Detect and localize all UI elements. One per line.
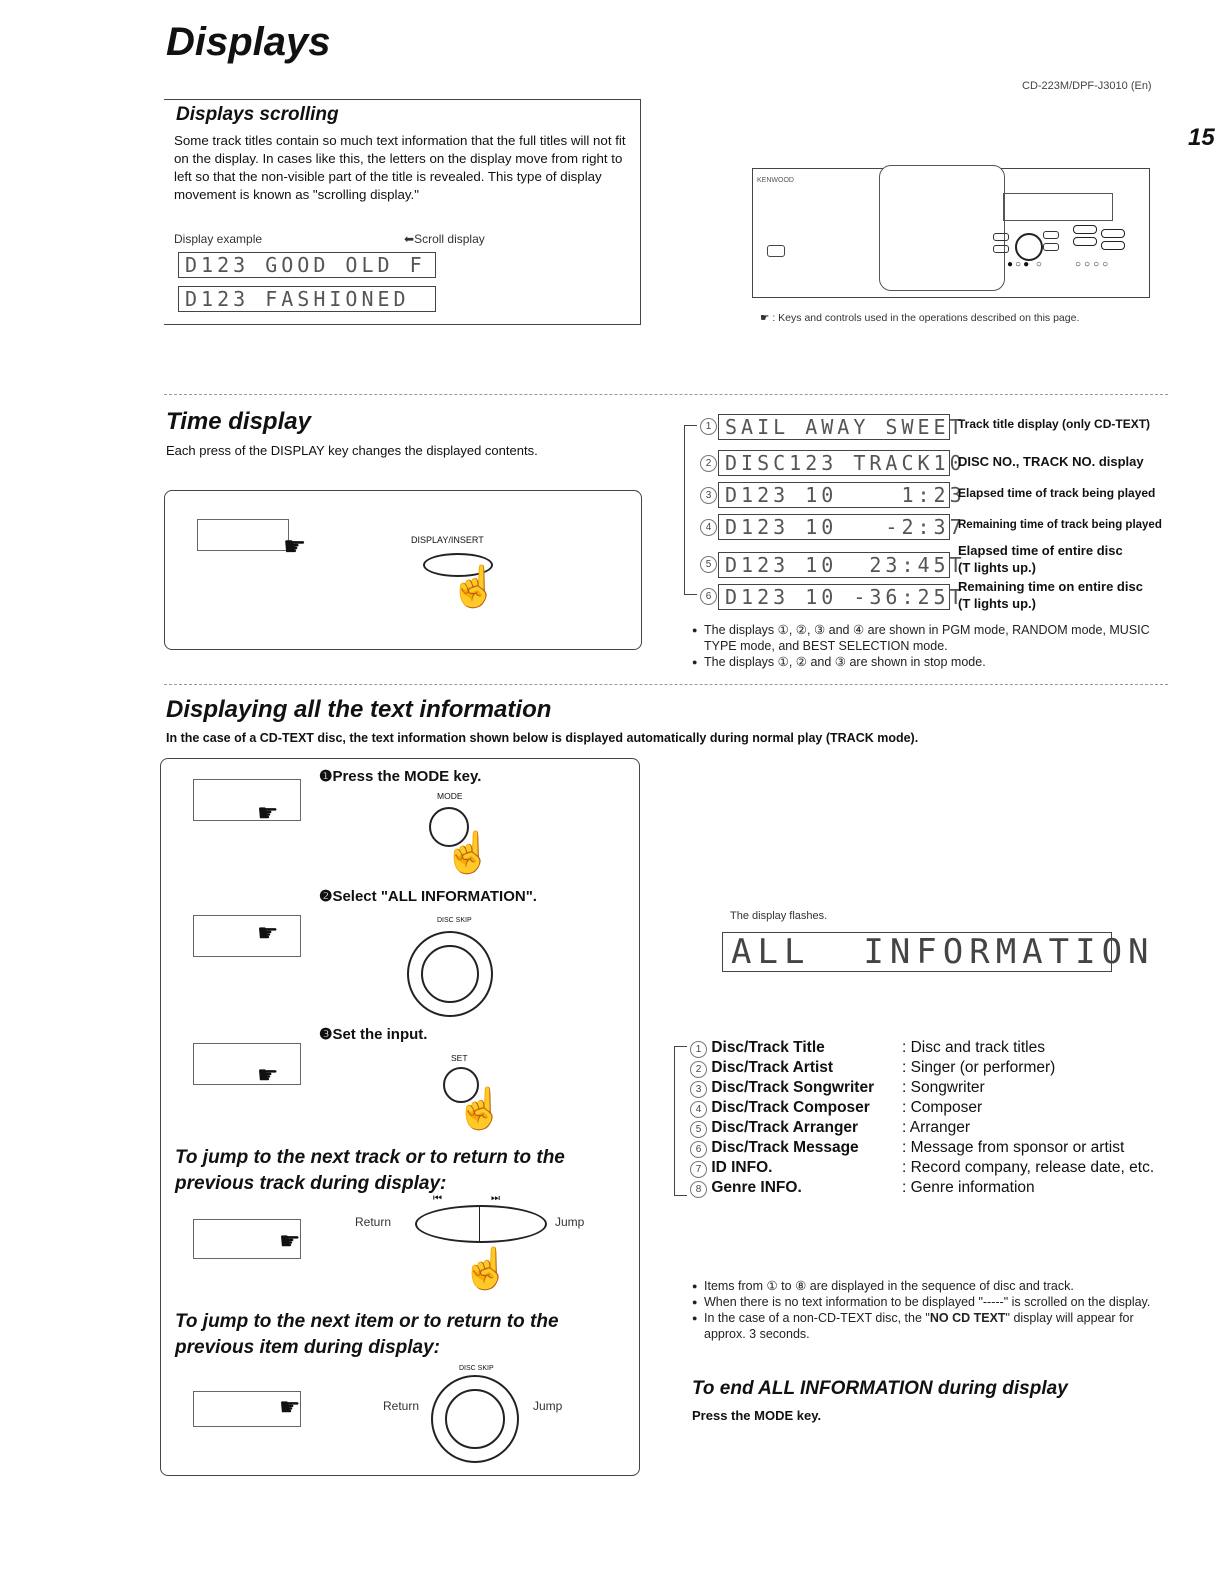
display-key[interactable]: [1073, 237, 1097, 246]
item-lcd: SAIL AWAY SWEET: [718, 414, 950, 440]
pointing-hand-icon: ☛: [279, 1228, 301, 1255]
all-info-intro: In the case of a CD-TEXT disc, the text information shown below is displayed automatically during normal play (TRACK mode).: [166, 731, 919, 745]
info-item: [690, 1138, 1180, 1158]
item-name: Genre INFO.: [711, 1179, 802, 1196]
note: ● The displays ①, ②, ③ and ④ are shown in PGM mode, RANDOM mode, MUSIC TYPE mode, and BEST SELECTION mode.: [692, 622, 1168, 654]
display-key-panel: [164, 490, 642, 650]
jump-label: Jump: [555, 1215, 585, 1229]
key[interactable]: [1043, 243, 1059, 251]
step3-instruction: ❸Set the input.: [319, 1026, 428, 1043]
step-number-2-icon: ❷: [319, 888, 333, 905]
item-number: 1: [690, 1041, 707, 1058]
item-desc: DISC NO., TRACK NO. display: [958, 454, 1144, 469]
skip-previous-icon: ⏮: [433, 1193, 445, 1204]
disc-skip-knob[interactable]: [407, 931, 493, 1017]
mini-display: [197, 519, 289, 551]
all-information-lcd: ALL INFORMATION: [722, 932, 1112, 972]
mini-display: [193, 779, 301, 821]
mode-key-label: MODE: [437, 791, 463, 801]
flash-label: The display flashes.: [730, 910, 828, 922]
all-info-notes: [692, 1278, 1168, 1342]
item-desc: Remaining time on entire disc (T lights up.): [958, 579, 1143, 611]
pressing-hand-icon: ☝: [443, 831, 493, 875]
scrolling-heading: Displays scrolling: [176, 104, 339, 125]
small-buttons: ○○○○: [1075, 259, 1112, 270]
time-item: [694, 579, 1174, 618]
pressing-hand-icon: ☝: [455, 1087, 505, 1131]
display-example-label: Display example: [174, 232, 263, 246]
disc-skip-knob[interactable]: [1015, 233, 1043, 261]
pointing-hand-icon: ☛: [257, 1062, 279, 1089]
key[interactable]: [1101, 241, 1125, 250]
brand-logo: KENWOOD: [757, 177, 794, 184]
item-lcd: D123 10 1:23: [718, 482, 950, 508]
item-lcd: D123 10 -36:25T: [718, 584, 950, 610]
time-item: [694, 543, 1174, 582]
small-buttons: ●○● ○: [1007, 259, 1044, 270]
jump-label: Jump: [533, 1399, 563, 1413]
item-number: 2: [690, 1061, 707, 1078]
display-insert-label: DISPLAY/INSERT: [411, 535, 484, 545]
item-number: 8: [690, 1181, 707, 1198]
model-number: CD-223M/DPF-J3010 (En): [1022, 80, 1152, 92]
skip-keys[interactable]: [415, 1205, 547, 1243]
return-label: Return: [383, 1399, 420, 1413]
item-number: 6: [690, 1141, 707, 1158]
item-desc: Elapsed time of track being played: [958, 486, 1156, 500]
skip-key-divider: [479, 1207, 480, 1241]
note: ● When there is no text information to be displayed "-----" is scrolled on the display.: [692, 1294, 1168, 1310]
end-heading: To end ALL INFORMATION during display: [692, 1378, 1068, 1399]
pressing-hand-icon: ☝: [461, 1247, 511, 1291]
note: ● The displays ①, ② and ③ are shown in stop mode.: [692, 654, 1168, 670]
item-desc: Track title display (only CD-TEXT): [958, 417, 1151, 431]
note: ● In the case of a non-CD-TEXT disc, the "NO CD TEXT" display will appear for approx. 3 seconds.: [692, 1310, 1168, 1342]
time-display-heading: Time display: [166, 408, 311, 435]
item-desc: : Composer: [902, 1099, 983, 1116]
time-item: [694, 450, 1174, 480]
disc-skip-inner-ring: [421, 945, 479, 1003]
disc-skip-inner-ring: [445, 1389, 505, 1449]
disc-skip-knob[interactable]: [431, 1375, 519, 1463]
pointing-hand-icon: ☛: [257, 920, 279, 947]
return-label: Return: [355, 1215, 392, 1229]
divider: [164, 684, 1168, 685]
set-key-label: SET: [451, 1053, 468, 1063]
jump-item-heading: To jump to the next item or to return to the previous item during display:: [175, 1311, 559, 1358]
item-name: Disc/Track Songwriter: [711, 1079, 875, 1096]
display-window: [1003, 193, 1113, 221]
pointing-hand-icon: ☛: [257, 800, 279, 827]
item-desc: : Singer (or performer): [902, 1059, 1056, 1076]
time-item: [694, 414, 1174, 444]
info-item: [690, 1038, 1180, 1058]
item-lcd: D123 10 23:45T: [718, 552, 950, 578]
item-number: 4: [690, 1101, 707, 1118]
item-number: 6: [700, 588, 717, 605]
disc-skip-label: DISC SKIP: [437, 917, 472, 924]
time-display-notes: [692, 622, 1168, 670]
item-name: ID INFO.: [711, 1159, 773, 1176]
disc-skip-label: DISC SKIP: [459, 1365, 494, 1372]
step2-instruction: ❷Select "ALL INFORMATION".: [319, 888, 537, 905]
skip-next-icon: ⏭: [491, 1193, 503, 1204]
set-key[interactable]: [1101, 229, 1125, 238]
item-number: 5: [700, 556, 717, 573]
item-desc: : Genre information: [902, 1179, 1035, 1196]
item-desc: : Record company, release date, etc.: [902, 1159, 1155, 1176]
end-body: Press the MODE key.: [692, 1408, 822, 1423]
item-name: Disc/Track Artist: [711, 1059, 834, 1076]
page-number: 15: [1188, 124, 1215, 151]
step-number-1-icon: ❶: [319, 768, 333, 785]
key[interactable]: [993, 233, 1009, 241]
info-items-list: [690, 1038, 1180, 1198]
pointing-hand-icon: ☛: [283, 531, 307, 561]
info-item: [690, 1178, 1180, 1198]
jump-track-heading: To jump to the next track or to return to the previous track during display:: [175, 1147, 565, 1194]
scroll-display-label: ⬅Scroll display: [404, 232, 485, 246]
item-number: 3: [700, 487, 717, 504]
item-number: 7: [690, 1161, 707, 1178]
item-name: Disc/Track Message: [711, 1139, 859, 1156]
item-number: 1: [700, 418, 717, 435]
time-item: [694, 514, 1174, 544]
info-item: [690, 1078, 1180, 1098]
item-desc: Elapsed time of entire disc (T lights up.): [958, 543, 1123, 575]
key[interactable]: [993, 245, 1009, 253]
mini-display: [193, 1043, 301, 1085]
item-number: 5: [690, 1121, 707, 1138]
page-title: Displays: [166, 20, 331, 64]
info-item: [690, 1118, 1180, 1138]
item-lcd: DISC123 TRACK10: [718, 450, 950, 476]
item-name: Disc/Track Arranger: [711, 1119, 859, 1136]
item-name: Disc/Track Composer: [711, 1099, 870, 1116]
item-desc: Remaining time of track being played: [958, 519, 1162, 531]
time-item: [694, 482, 1174, 512]
item-number: 3: [690, 1081, 707, 1098]
power-button[interactable]: [767, 245, 785, 257]
lcd-example-1: D123 GOOD OLD F: [178, 252, 436, 278]
time-display-intro: Each press of the DISPLAY key changes the displayed contents.: [166, 443, 538, 458]
hand-icon: ☛: [760, 312, 770, 324]
pointing-hand-icon: ☛: [279, 1394, 301, 1421]
mini-display: [193, 915, 301, 957]
item-lcd: D123 10 -2:37: [718, 514, 950, 540]
divider: [164, 394, 1168, 395]
note: ● Items from ① to ⑧ are displayed in the sequence of disc and track.: [692, 1278, 1168, 1294]
info-item: [690, 1158, 1180, 1178]
item-desc: : Disc and track titles: [902, 1039, 1045, 1056]
item-number: 4: [700, 519, 717, 536]
info-item: [690, 1058, 1180, 1078]
item-number: 2: [700, 455, 717, 472]
disc-tray: [879, 165, 1005, 291]
mode-key[interactable]: [1073, 225, 1097, 234]
lcd-example-2: D123 FASHIONED: [178, 286, 436, 312]
arrow-left-icon: ⬅: [404, 232, 415, 246]
sequence-bracket: [674, 1046, 687, 1196]
all-info-heading: Displaying all the text information: [166, 696, 552, 723]
info-item: [690, 1098, 1180, 1118]
scrolling-body: Some track titles contain so much text information that the full titles will not fit on the display. In cases like this, the letters on the display move from right to left so that the non-visible part of the title is revealed. This type of display movement is known as "scrolling display.": [174, 133, 626, 202]
steps-panel: [160, 758, 640, 1476]
device-illustration: [752, 168, 1150, 298]
device-caption: ☛ : Keys and controls used in the operations described on this page.: [760, 312, 1080, 324]
step-number-3-icon: ❸: [319, 1026, 333, 1043]
item-desc: : Songwriter: [902, 1079, 985, 1096]
scrolling-box: [164, 99, 641, 325]
key[interactable]: [1043, 231, 1059, 239]
item-desc: : Message from sponsor or artist: [902, 1139, 1125, 1156]
step1-instruction: ❶Press the MODE key.: [319, 768, 482, 785]
pressing-hand-icon: ☝: [449, 565, 499, 609]
item-desc: : Arranger: [902, 1119, 971, 1136]
item-name: Disc/Track Title: [711, 1039, 825, 1056]
